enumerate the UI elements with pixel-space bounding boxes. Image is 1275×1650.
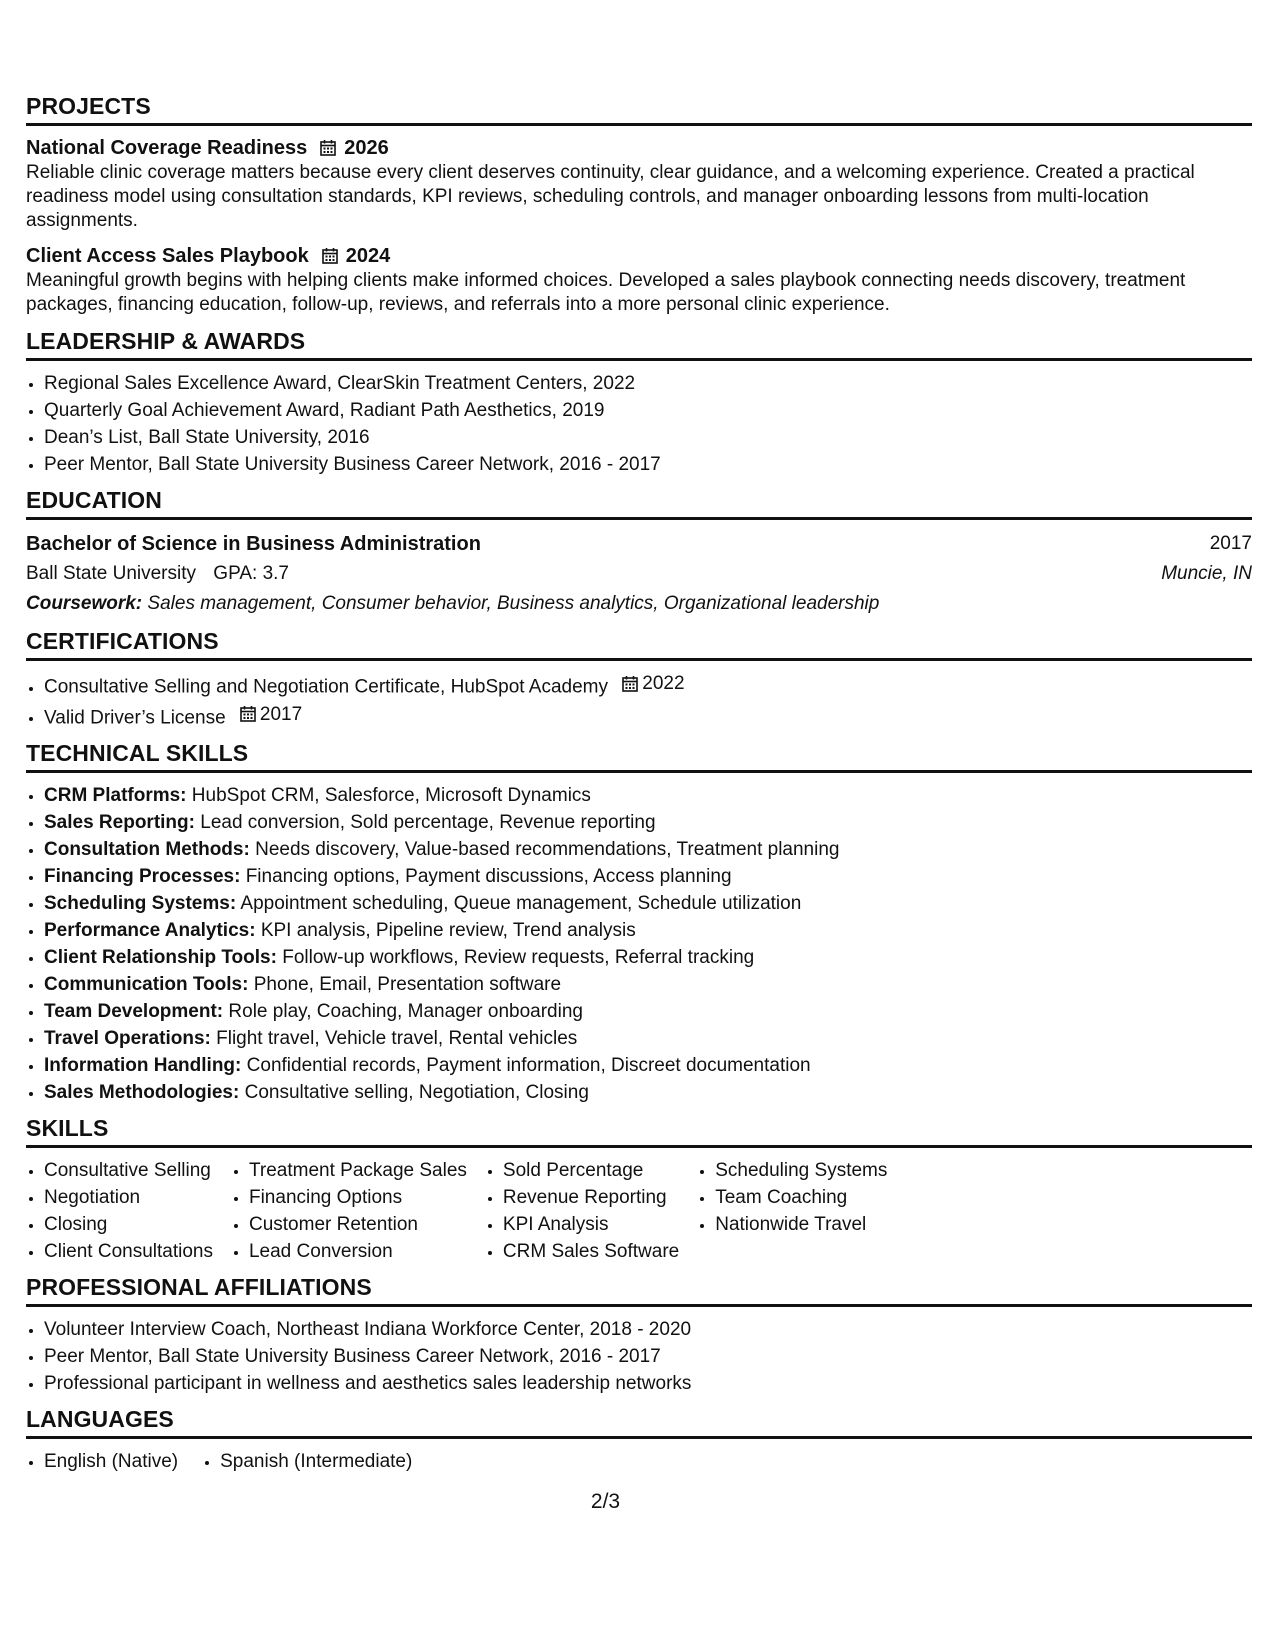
list-item: • Regional Sales Excellence Award, ClearSkin Treatment Centers, 2022 [44,370,1252,397]
languages-list [26,1448,1252,1475]
skill-category: CRM Platforms: [44,785,187,806]
list-item [44,836,1252,863]
list-item [44,809,1252,836]
skills-column [485,1157,679,1265]
list-item: • Client Consultations [44,1238,213,1265]
project-year: 2026 [344,137,389,159]
skill-category: Sales Reporting: [44,812,195,833]
skill-values: KPI analysis, Pipeline review, Trend analysis [260,920,636,941]
section-title-certifications: CERTIFICATIONS [26,627,1252,661]
education-school-row [26,559,1252,589]
list-item: • Scheduling Systems [715,1157,887,1184]
list-item: • Nationwide Travel [715,1211,887,1238]
project-item [26,243,1252,317]
coursework-label: Coursework: [26,593,143,614]
project-description: Reliable clinic coverage matters because every client deserves continuity, clear guidance, and a welcoming experience. Created a practical readiness model using consultation standards, KPI reviews, scheduling controls, and manager onboarding lessons from multi-location assignments. [26,162,1195,231]
skill-values: Appointment scheduling, Queue management, Schedule utilization [240,893,802,914]
skills-section [26,1114,1252,1265]
leadership-list [26,370,1252,478]
project-name: National Coverage Readiness [26,137,308,159]
coursework-list: Sales management, Consumer behavior, Business analytics, Organizational leadership [147,593,880,614]
resume-page [26,92,1252,1483]
skill-category: Travel Operations: [44,1028,211,1049]
section-title-projects: PROJECTS [26,92,1252,126]
section-title-skills: SKILLS [26,1114,1252,1148]
certification-year: 2022 [642,673,685,694]
list-item: • KPI Analysis [503,1211,679,1238]
list-item: • Professional participant in wellness and aesthetics sales leadership networks [44,1370,1252,1397]
list-item: • Revenue Reporting [503,1184,679,1211]
list-item [44,971,1252,998]
list-item [44,701,1252,732]
list-item: • Consultative Selling [44,1157,213,1184]
list-item [44,1052,1252,1079]
certification-name: Consultative Selling and Negotiation Certificate, HubSpot Academy [44,676,608,698]
section-title-education: EDUCATION [26,486,1252,520]
certifications-section [26,627,1252,731]
calendar-icon [621,675,639,693]
certification-date [239,701,302,728]
skill-values: Needs discovery, Value-based recommendations, Treatment planning [255,839,840,860]
list-item: • English (Native) [44,1448,178,1475]
skill-values: Phone, Email, Presentation software [253,974,562,995]
skills-grid [26,1157,1252,1265]
list-item: • Treatment Package Sales [249,1157,467,1184]
list-item [44,998,1252,1025]
list-item [44,917,1252,944]
list-item [44,890,1252,917]
skill-values: Consultative selling, Negotiation, Closing [244,1082,589,1103]
skills-column [26,1157,213,1265]
affiliations-section [26,1273,1252,1397]
graduation-year: 2017 [1209,533,1252,554]
skill-category: Client Relationship Tools: [44,947,277,968]
certifications-list [26,670,1252,731]
skills-column [231,1157,467,1265]
skill-values: Financing options, Payment discussions, Access planning [245,866,732,887]
skill-category: Information Handling: [44,1055,242,1076]
list-item: • Volunteer Interview Coach, Northeast Indiana Workforce Center, 2018 - 2020 [44,1316,1252,1343]
skill-category: Sales Methodologies: [44,1082,240,1103]
skill-category: Communication Tools: [44,974,249,995]
calendar-icon [321,247,339,265]
project-year: 2024 [345,245,391,267]
skill-values: Confidential records, Payment information, Discreet documentation [246,1055,811,1076]
certification-year: 2017 [259,703,303,725]
section-title-affiliations: PROFESSIONAL AFFILIATIONS [26,1273,1252,1307]
skills-column [697,1157,887,1265]
list-item: • Lead Conversion [249,1238,467,1265]
technical-skills-list [26,782,1252,1106]
skill-values: HubSpot CRM, Salesforce, Microsoft Dynamics [191,785,591,806]
list-item: • Peer Mentor, Ball State University Business Career Network, 2016 - 2017 [44,1343,1252,1370]
skill-category: Financing Processes: [44,866,241,887]
certification-date [621,670,684,697]
section-title-leadership: LEADERSHIP & AWARDS [26,327,1252,361]
affiliations-list [26,1316,1252,1397]
skill-category: Scheduling Systems: [44,893,237,914]
calendar-icon [239,705,257,723]
list-item: • CRM Sales Software [503,1238,679,1265]
gpa: GPA: 3.7 [213,563,289,584]
skill-category: Team Development: [44,1001,224,1022]
list-item: • Negotiation [44,1184,213,1211]
education-section [26,486,1252,619]
list-item: • Financing Options [249,1184,467,1211]
languages-section [26,1405,1252,1475]
skill-category: Consultation Methods: [44,839,250,860]
education-degree-row [26,529,1252,559]
page-number: 2/3 [590,1490,621,1513]
project-item [26,135,1252,233]
list-item [44,1079,1252,1106]
project-heading [26,243,1252,269]
school-name: Ball State University [26,563,197,584]
list-item: • Spanish (Intermediate) [220,1448,412,1475]
list-item: • Quarterly Goal Achievement Award, Radiant Path Aesthetics, 2019 [44,397,1252,424]
projects-section [26,92,1252,317]
degree-name: Bachelor of Science in Business Administration [26,533,481,555]
list-item [44,944,1252,971]
list-item: • Sold Percentage [503,1157,679,1184]
project-heading [26,135,1252,161]
skill-values: Follow-up workflows, Review requests, Referral tracking [282,947,755,968]
leadership-section [26,327,1252,478]
list-item: • Peer Mentor, Ball State University Business Career Network, 2016 - 2017 [44,451,1252,478]
list-item [44,863,1252,890]
project-description: Meaningful growth begins with helping clients make informed choices. Developed a sales playbook connecting needs discovery, treatment packages, financing education, follow-up, reviews, and referrals into a more personal clinic experience. [26,270,1186,315]
certification-name: Valid Driver’s License [44,707,226,728]
section-title-technical-skills: TECHNICAL SKILLS [26,739,1252,773]
project-name: Client Access Sales Playbook [26,245,309,267]
list-item: • Closing [44,1211,213,1238]
technical-skills-section [26,739,1252,1106]
section-title-languages: LANGUAGES [26,1405,1252,1439]
list-item: • Dean’s List, Ball State University, 2016 [44,424,1252,451]
school-info [26,559,289,589]
calendar-icon [319,139,337,157]
list-item [44,782,1252,809]
skill-values: Flight travel, Vehicle travel, Rental vehicles [216,1028,578,1049]
list-item [44,1025,1252,1052]
list-item: • Customer Retention [249,1211,467,1238]
list-item [44,670,1252,701]
skill-category: Performance Analytics: [44,920,256,941]
list-item: • Team Coaching [715,1184,887,1211]
school-location: Muncie, IN [1161,563,1252,584]
skill-values: Lead conversion, Sold percentage, Revenue reporting [200,812,656,833]
coursework [26,589,1252,619]
skill-values: Role play, Coaching, Manager onboarding [228,1001,583,1022]
